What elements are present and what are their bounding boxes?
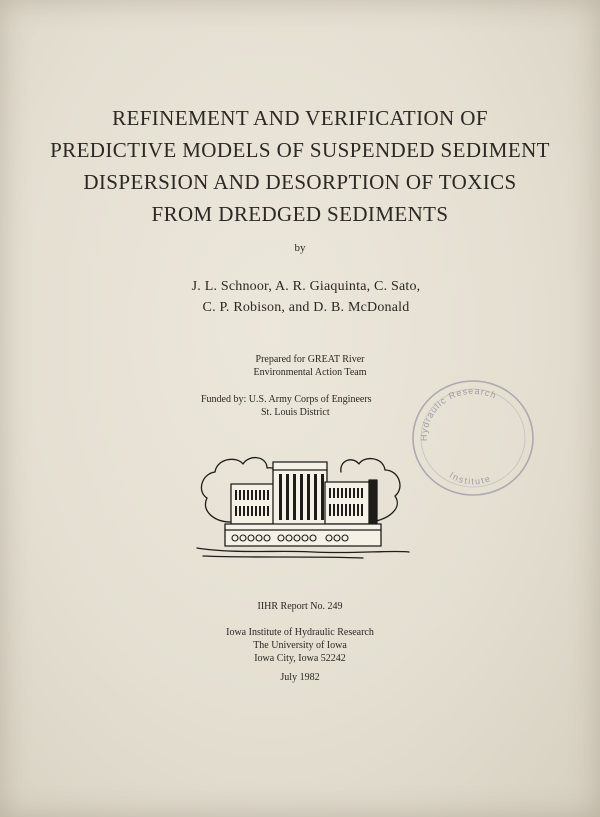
institute-line-3: Iowa City, Iowa 52242 <box>254 653 346 664</box>
authors-line-2: C. P. Robison, and D. B. McDonald <box>202 300 410 315</box>
title-line-2: PREDICTIVE MODELS OF SUSPENDED SEDIMENT <box>50 138 550 162</box>
svg-text:Hydraulic Research <box>419 386 498 441</box>
title-line-3: DISPERSION AND DESORPTION OF TOXICS <box>83 170 517 194</box>
funded-line-2: St. Louis District <box>261 407 330 418</box>
institute-line-2: The University of Iowa <box>253 640 347 651</box>
prepared-line-2: Environmental Action Team <box>253 367 367 378</box>
institute-address <box>0 626 600 665</box>
title-line-1: REFINEMENT AND VERIFICATION OF <box>112 106 488 130</box>
funded-by <box>201 393 372 419</box>
library-stamp <box>407 375 537 501</box>
report-title <box>0 102 600 230</box>
funded-label: Funded by: <box>201 394 247 405</box>
report-number: IIHR Report No. 249 <box>257 601 343 612</box>
funded-line-1: U.S. Army Corps of Engineers <box>248 394 372 405</box>
title-line-4: FROM DREDGED SEDIMENTS <box>151 202 449 226</box>
funded-row-1 <box>201 393 372 406</box>
prepared-line-1: Prepared for GREAT River <box>255 354 365 365</box>
stamp-bottom-text: Institute <box>447 469 493 487</box>
authors <box>0 276 600 318</box>
authors-line-1: J. L. Schnoor, A. R. Giaquinta, C. Sato, <box>191 279 421 294</box>
publication-date: July 1982 <box>280 672 320 683</box>
stamp-top-text: Hydraulic Research <box>418 385 499 442</box>
institute-building-illustration <box>193 452 413 562</box>
institute-line-1: Iowa Institute of Hydraulic Research <box>226 627 374 638</box>
by-label: by <box>294 242 306 254</box>
